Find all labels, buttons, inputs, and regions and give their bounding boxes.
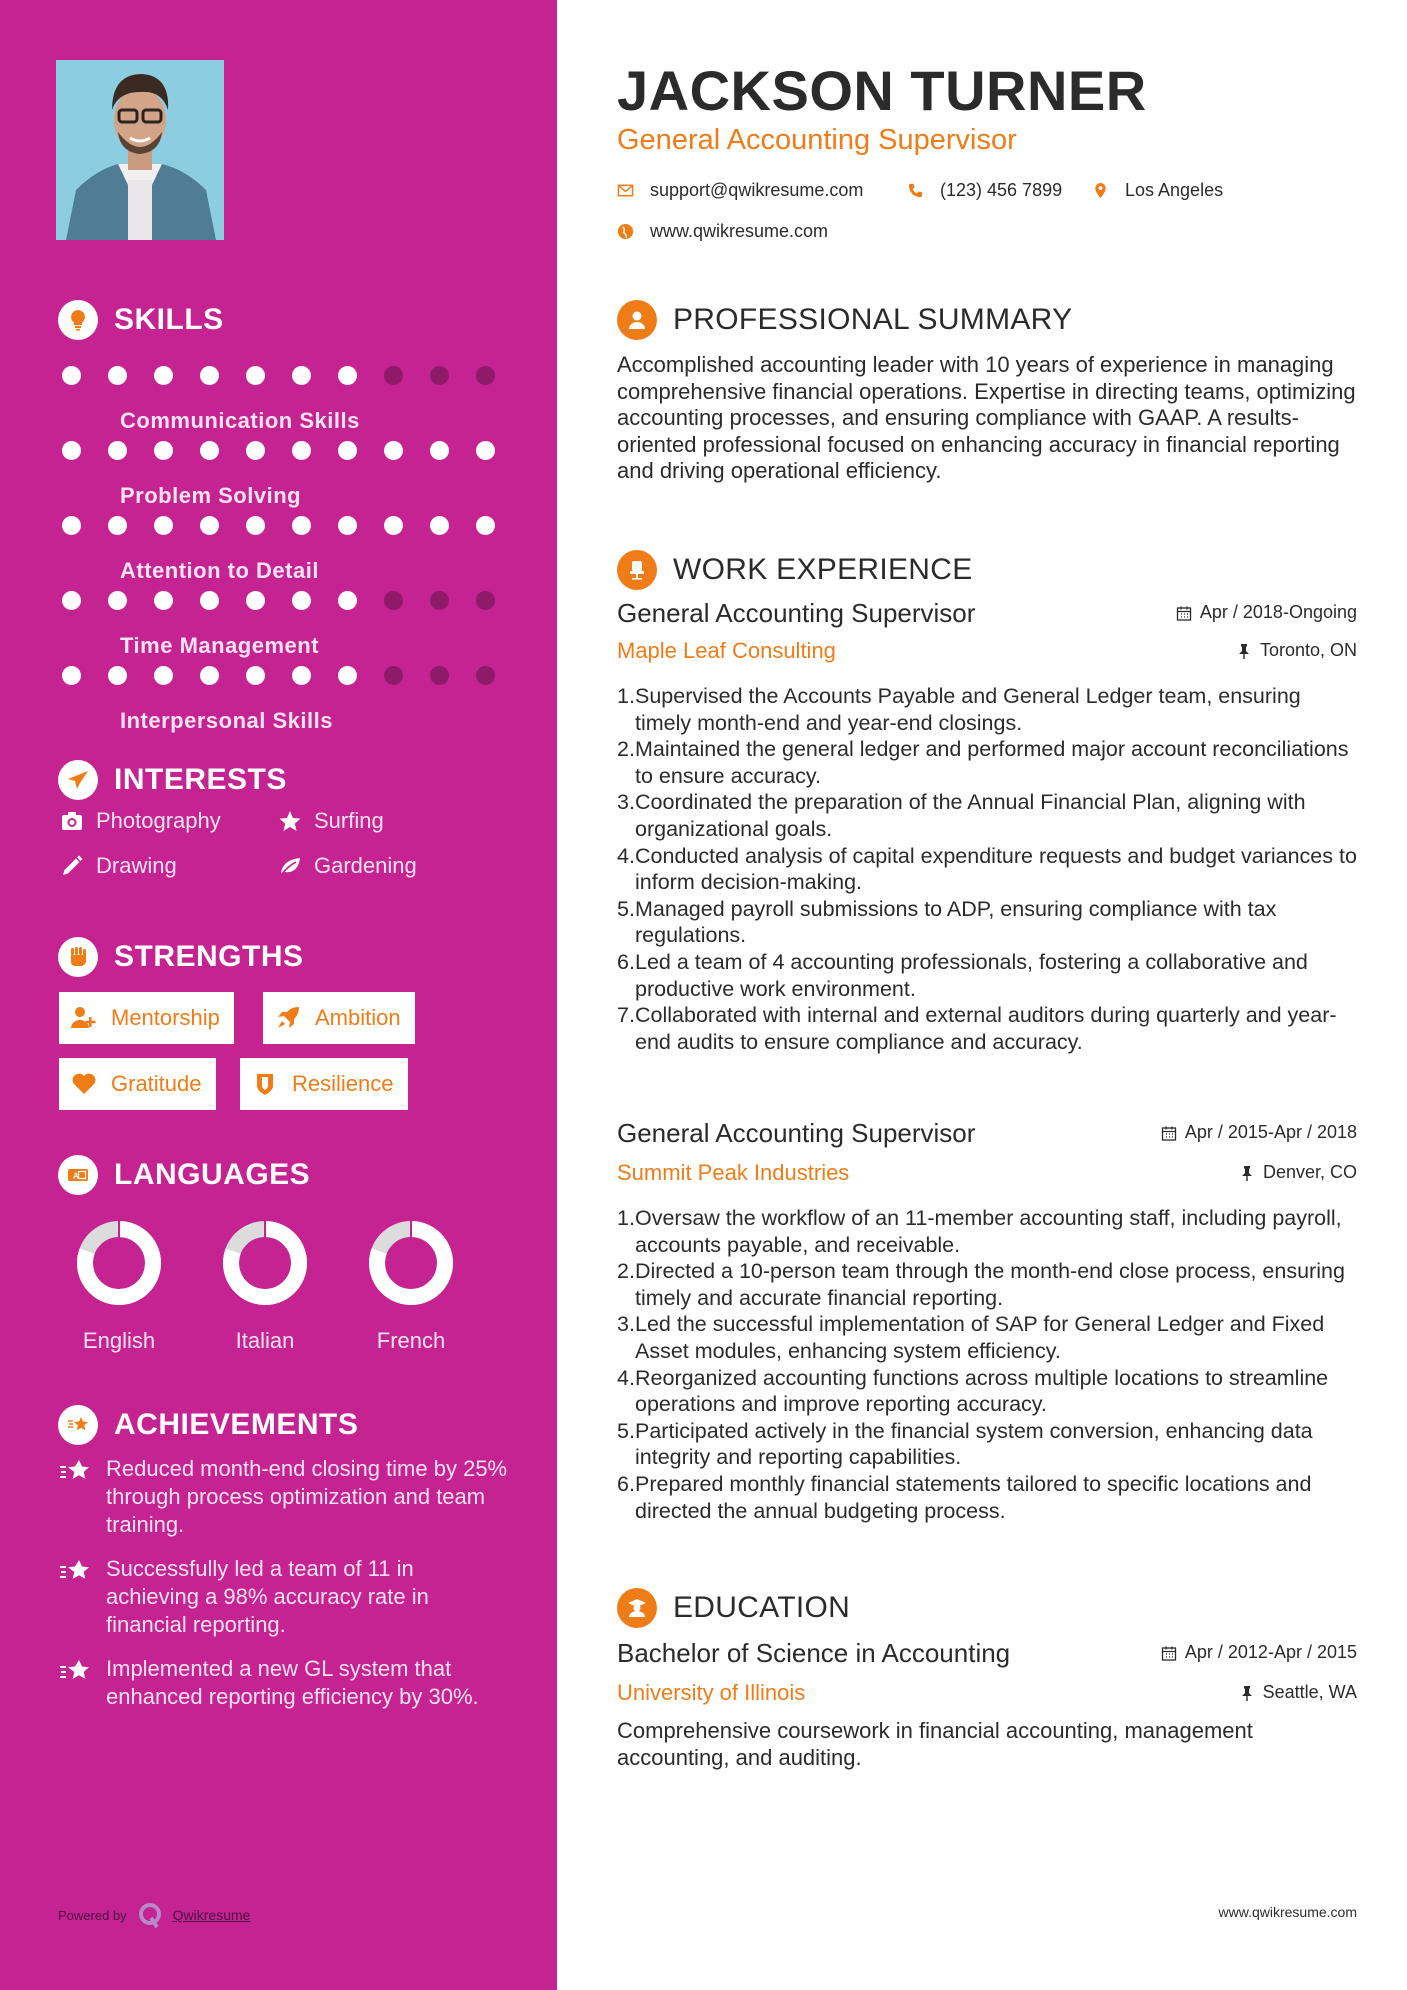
rating-dot-filled [338,366,357,385]
lightbulb-icon [58,300,98,340]
language-name: English [82,1328,156,1353]
map-pin-icon [1092,182,1109,199]
rating-dot-filled [246,516,265,535]
rating-dot-filled [154,666,173,685]
skill-rating [60,591,520,610]
bullet-number: 4. [617,843,635,868]
bullet-text: Directed a 10-person team through the month-end close process, ensuring timely and accurate financial reporting. [635,1259,1345,1310]
person-photo-icon [56,60,224,240]
skills-heading-label: SKILLS [114,303,224,336]
job-location-text: Toronto, ON [1259,640,1357,660]
rating-dot-filled [154,516,173,535]
powered-by [58,1900,250,1930]
qwikresume-logo-icon [137,1900,163,1930]
bullet-number: 2. [617,1259,635,1284]
interest-label: Photography [96,808,221,833]
rating-dot-filled [292,366,311,385]
achievement-text: Implemented a new GL system that enhanced reporting efficiency by 30%. [106,1656,479,1709]
job-dates-text: Apr / 2015-Apr / 2018 [1184,1122,1357,1142]
job-bullet [617,1418,1357,1471]
education-location [1239,1682,1357,1703]
rating-dot-empty [430,666,449,685]
bullet-number: 4. [617,1365,635,1390]
rating-dot-empty [476,366,495,385]
rating-dot-filled [292,516,311,535]
education-description: Comprehensive coursework in financial accounting, management accounting, and auditing. [617,1718,1253,1770]
job-dates-text: Apr / 2018-Ongoing [1199,602,1357,622]
shield-icon [252,1071,278,1097]
rating-dot-filled [200,366,219,385]
rating-dot-filled [154,441,173,460]
strengths-heading-label: STRENGTHS [114,940,304,973]
interest-label: Gardening [314,853,417,878]
interest-item [278,853,417,879]
rating-dot-filled [200,666,219,685]
rating-dot-empty [384,591,403,610]
bullet-text: Led a team of 4 accounting professionals, fostering a collaborative and productive work environment. [635,949,1308,1001]
contact-website[interactable] [617,221,828,242]
rating-dot-filled [338,666,357,685]
languages-heading-label: LANGUAGES [114,1158,311,1191]
rating-dot-empty [384,366,403,385]
candidate-name: JACKSON TURNER [617,59,1147,122]
bullet-number: 6. [617,1471,635,1496]
shooting-star-icon [58,1657,92,1687]
language-item [210,1220,320,1354]
skill-item [60,425,520,508]
rating-dot-filled [108,666,127,685]
calendar-icon [1176,605,1192,621]
language-name: French [376,1328,446,1353]
skills-heading [58,300,224,340]
rating-dot-filled [246,441,265,460]
language-donut-chart [368,1220,454,1306]
contact-location [1092,180,1223,201]
job-bullet [617,1471,1357,1524]
interest-item [278,808,384,834]
bullet-text: Participated actively in the financial system conversion, enhancing data integrity and reporting capabilities. [635,1418,1313,1470]
interest-label: Surfing [314,808,384,833]
profile-photo [56,60,224,240]
rating-dot-empty [476,666,495,685]
bullet-text: Reorganized accounting functions across multiple locations to streamline operations and improve reporting accuracy. [635,1365,1329,1417]
education-heading [617,1588,850,1628]
rating-dot-filled [154,366,173,385]
rating-dot-filled [292,666,311,685]
strength-badge-resilience [240,1058,408,1110]
rating-dot-filled [430,441,449,460]
education-dates-text: Apr / 2012-Apr / 2015 [1184,1642,1357,1662]
experience-heading [617,550,973,590]
skill-name: Time Management [120,633,320,658]
rating-dot-filled [108,366,127,385]
rating-dot-filled [200,441,219,460]
language-donut-chart [222,1220,308,1306]
rating-dot-filled [246,666,265,685]
shooting-star-icon [58,1457,92,1487]
user-icon [617,300,657,340]
strength-badge-gratitude [59,1058,216,1110]
job-location-text: Denver, CO [1262,1162,1357,1182]
pencil-icon [60,854,84,878]
skill-rating [60,441,520,460]
shooting-star-icon [58,1557,92,1587]
email-text: support@qwikresume.com [650,180,864,200]
bullet-number: 2. [617,737,635,762]
paper-plane-icon [58,760,98,800]
pushpin-icon [1239,1165,1255,1181]
education-heading-label: EDUCATION [673,1591,851,1624]
shooting-star-icon [58,1405,98,1445]
skill-name: Attention to Detail [120,558,319,583]
rating-dot-filled [62,666,81,685]
job-company: Summit Peak Industries [617,1160,850,1185]
education-degree: Bachelor of Science in Accounting [617,1638,1011,1668]
office-chair-icon [617,550,657,590]
rating-dot-empty [384,666,403,685]
skill-item [60,650,520,733]
rating-dot-filled [200,516,219,535]
location-text: Los Angeles [1125,180,1224,200]
bullet-text: Conducted analysis of capital expenditure requests and budget variances to inform decision-making. [635,843,1357,895]
bullet-text: Coordinated the preparation of the Annual Financial Plan, aligning with organizational goals. [635,790,1306,841]
skill-name: Communication Skills [120,408,360,433]
bullet-text: Collaborated with internal and external auditors during quarterly and year-end audits to ensure compliance and accuracy. [635,1003,1337,1054]
language-item [64,1220,174,1354]
strength-label: Resilience [292,1071,394,1096]
job-title: General Accounting Supervisor [617,1118,976,1148]
interest-item [60,853,177,879]
rating-dot-filled [200,591,219,610]
interest-item [60,808,221,834]
bullet-number: 3. [617,1312,635,1337]
language-name: Italian [235,1328,295,1353]
strength-badge-mentorship [59,992,234,1044]
rating-dot-empty [476,591,495,610]
rating-dot-filled [62,441,81,460]
qwikresume-link[interactable]: Qwikresume [172,1907,251,1923]
job-dates [1176,602,1357,623]
interests-heading [58,760,287,800]
languages-heading [58,1155,310,1195]
job-dates [1161,1122,1357,1143]
rating-dot-filled [338,591,357,610]
rating-dot-empty [430,366,449,385]
achievement-text: Reduced month-end closing time by 25% through process optimization and team training. [106,1456,508,1537]
graduate-icon [617,1588,657,1628]
sidebar [0,0,557,1990]
rating-dot-filled [108,591,127,610]
bullet-text: Maintained the general ledger and performed major account reconciliations to ensure accuracy. [635,737,1349,788]
website-text: www.qwikresume.com [650,221,829,241]
rating-dot-filled [430,516,449,535]
bullet-number: 5. [617,896,635,921]
achievement-text: Successfully led a team of 11 in achieving a 98% accuracy rate in financial reporting. [106,1556,429,1637]
strength-badge-ambition [263,992,415,1044]
job-bullet [617,896,1357,949]
achievements-heading-label: ACHIEVEMENTS [114,1408,359,1441]
strength-label: Mentorship [111,1005,220,1030]
rating-dot-filled [62,591,81,610]
rating-dot-empty [430,591,449,610]
education-location-text: Seattle, WA [1262,1682,1357,1702]
rating-dot-filled [108,516,127,535]
interests-heading-label: INTERESTS [114,763,287,796]
rocket-icon [275,1005,301,1031]
user-plus-icon [71,1005,97,1031]
summary-heading [617,300,1072,340]
bullet-text: Managed payroll submissions to ADP, ensuring compliance with tax regulations. [635,896,1277,948]
education-school: University of Illinois [617,1680,806,1705]
summary-heading-label: PROFESSIONAL SUMMARY [673,303,1073,336]
rating-dot-filled [338,516,357,535]
achievement-item [58,1655,508,1711]
interest-label: Drawing [96,853,177,878]
calendar-icon [1161,1125,1177,1141]
skill-item [60,575,520,658]
rating-dot-filled [476,516,495,535]
skill-item [60,500,520,583]
footer-website[interactable]: www.qwikresume.com [1218,1904,1357,1920]
strengths-heading [58,937,304,977]
globe-icon [617,223,634,240]
skill-rating [60,666,520,685]
bullet-text: Prepared monthly financial statements tailored to specific locations and directed the annual budgeting process. [635,1471,1312,1523]
powered-by-label: Powered by [58,1907,127,1923]
leaf-icon [278,854,302,878]
bullet-number: 1. [617,684,635,708]
summary-text: Accomplished accounting leader with 10 years of experience in managing comprehensive financial operations. Expertise in directing teams, optimizing accounting processes, and ensuring compliance with GAAP. A results-oriented professional focused on enhancing accuracy in financial reporting and driving operational efficiency. [617,352,1356,483]
candidate-title: General Accounting Supervisor [617,124,1017,156]
rating-dot-filled [62,516,81,535]
svg-text:A: A [73,1171,79,1181]
skill-item [60,350,520,433]
language-item [356,1220,466,1354]
job-bullet [617,683,1357,736]
envelope-icon [617,182,634,199]
job-bullet [617,1365,1357,1418]
strength-label: Gratitude [111,1071,202,1096]
job-bullet [617,1205,1357,1258]
skill-rating [60,516,520,535]
skill-rating [60,366,520,385]
skill-name: Problem Solving [120,483,302,508]
job-bullet [617,843,1357,896]
contact-email[interactable] [617,180,863,201]
rating-dot-filled [246,591,265,610]
job-bullet [617,736,1357,789]
language-donut-chart [76,1220,162,1306]
bullet-text: Oversaw the workflow of an 11-member accounting staff, including payroll, accounts payable, and receivable. [635,1206,1342,1257]
job-bullet [617,789,1357,842]
phone-icon [907,182,924,199]
job-bullets [617,683,1357,1055]
heart-icon [71,1071,97,1097]
job-company: Maple Leaf Consulting [617,638,836,663]
skill-name: Interpersonal Skills [120,708,333,733]
phone-text: (123) 456 7899 [940,180,1063,200]
job-bullet [617,1311,1357,1364]
rating-dot-filled [338,441,357,460]
pushpin-icon [1239,1685,1255,1701]
rating-dot-filled [384,516,403,535]
achievements-heading [58,1405,358,1445]
fist-icon [58,937,98,977]
camera-icon [60,809,84,833]
bullet-text: Led the successful implementation of SAP for General Ledger and Fixed Asset modules, enhancing system efficiency. [635,1312,1325,1363]
rating-dot-filled [476,441,495,460]
bullet-number: 6. [617,949,635,974]
job-location [1236,640,1357,661]
job-bullets [617,1205,1357,1524]
calendar-icon [1161,1645,1177,1661]
job-location [1239,1162,1357,1183]
job-bullet [617,949,1357,1002]
rating-dot-filled [384,441,403,460]
experience-heading-label: WORK EXPERIENCE [673,553,973,586]
bullet-number: 1. [617,1206,635,1230]
bullet-number: 7. [617,1003,635,1028]
rating-dot-filled [62,366,81,385]
education-dates [1161,1642,1357,1663]
main-content [557,0,1407,1990]
bullet-text: Supervised the Accounts Payable and General Ledger team, ensuring timely month-end and year-end closings. [635,684,1301,735]
job-bullet [617,1258,1357,1311]
rating-dot-filled [154,591,173,610]
star-icon [278,809,302,833]
bullet-number: 3. [617,790,635,815]
translate-icon [58,1155,98,1195]
rating-dot-filled [108,441,127,460]
pushpin-icon [1236,643,1252,659]
contact-phone[interactable] [907,180,1062,201]
achievement-item [58,1555,508,1639]
strength-label: Ambition [315,1005,401,1030]
achievement-item [58,1455,508,1539]
rating-dot-filled [292,441,311,460]
rating-dot-filled [292,591,311,610]
rating-dot-filled [246,366,265,385]
job-title: General Accounting Supervisor [617,598,976,628]
job-bullet [617,1002,1357,1055]
bullet-number: 5. [617,1418,635,1443]
